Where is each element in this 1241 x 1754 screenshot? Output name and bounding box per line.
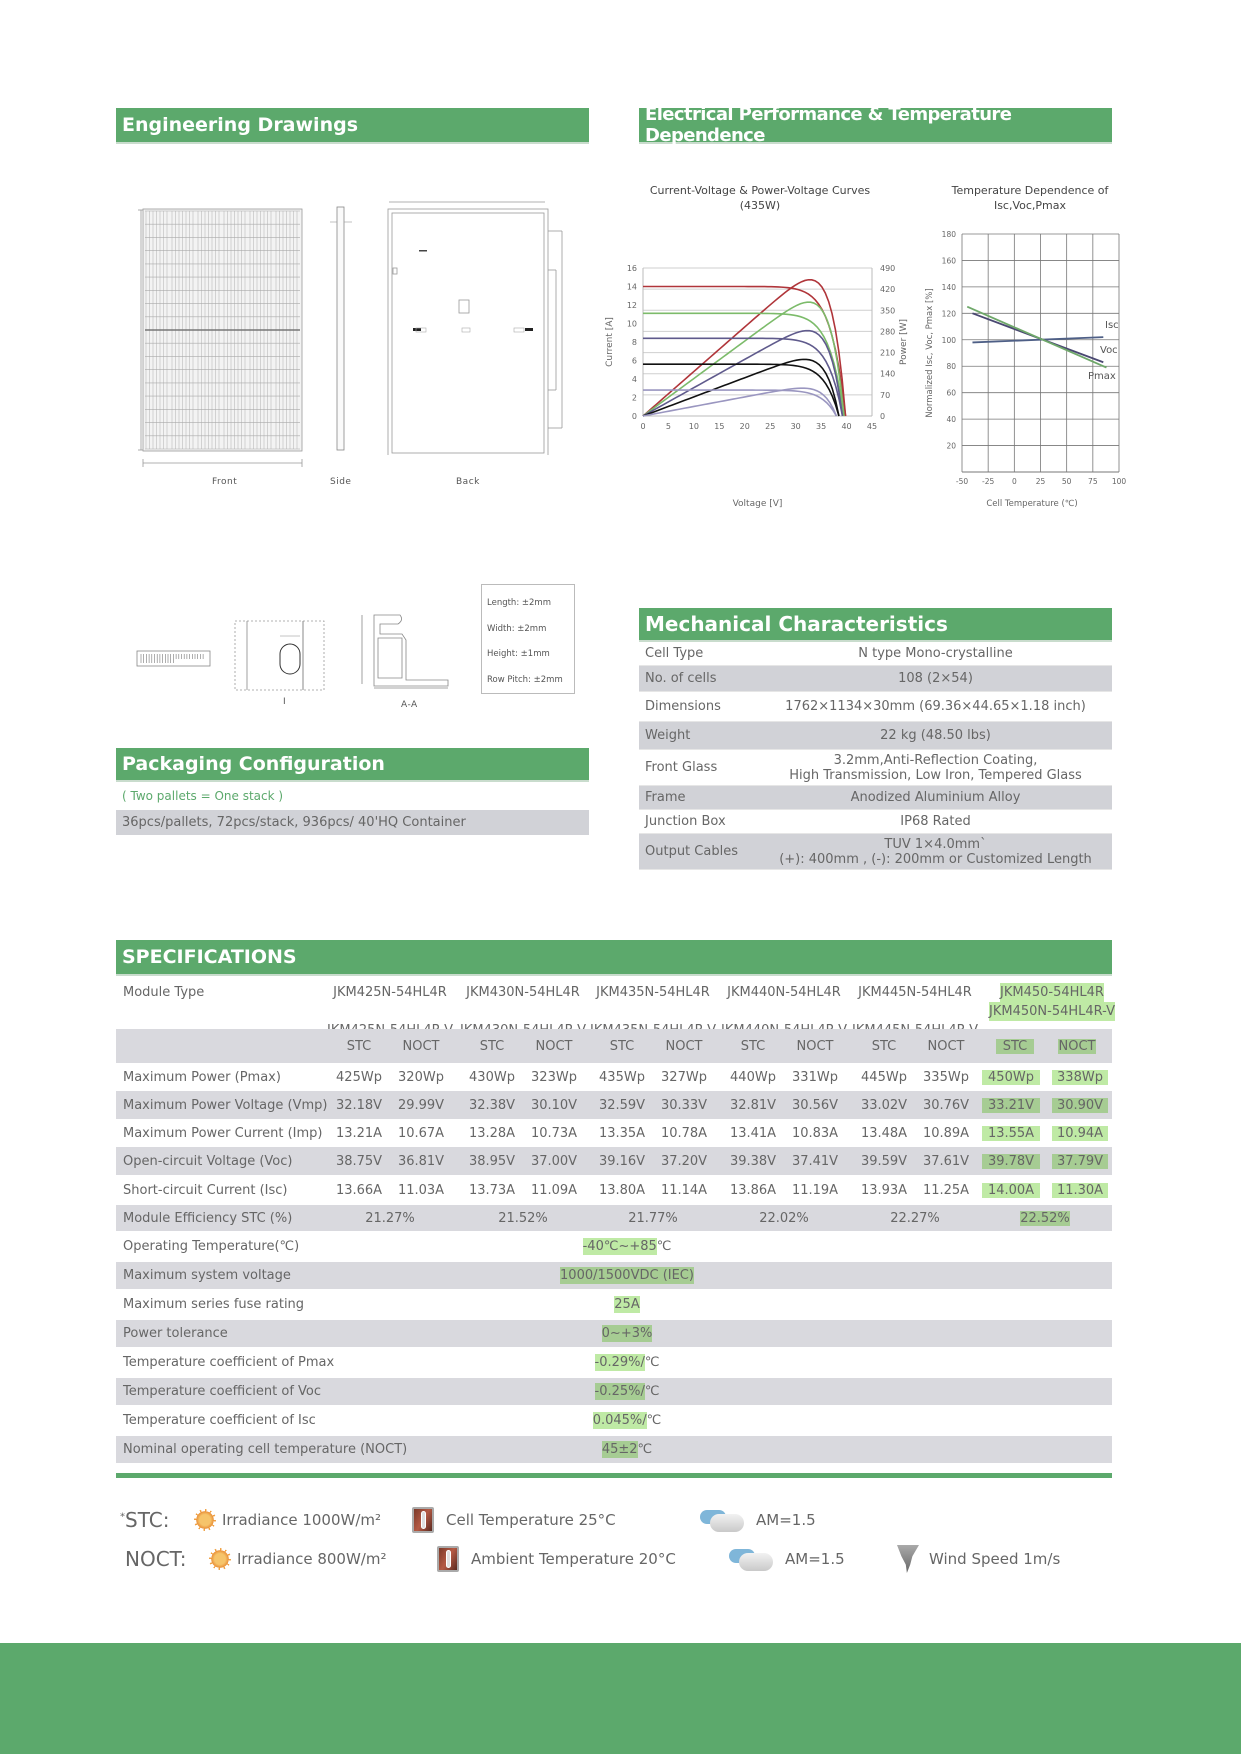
specifications-table: [116, 976, 1115, 1463]
mechanical-value-line: High Transmission, Low Iron, Tempered Glass: [789, 767, 1082, 783]
mechanical-value: [759, 753, 1112, 783]
y-tick-label: 140: [941, 282, 956, 292]
y2-tick-label: 490: [880, 264, 896, 273]
y2-tick-label: 280: [880, 327, 896, 337]
y-tick-label: 8: [631, 338, 637, 347]
spec-value: 39.78V: [982, 1154, 1040, 1169]
general-spec-value-text: -0.29%/: [594, 1355, 645, 1370]
general-spec-label: Nominal operating cell temperature (NOCT): [123, 1442, 408, 1457]
x-tick-label: 25: [1035, 477, 1046, 486]
y2-tick-label: 140: [880, 369, 896, 379]
electrical-performance-header: Electrical Performance & Temperature Dependence: [639, 108, 1112, 144]
y-tick-label: 10: [626, 319, 637, 329]
spec-value: 320Wp: [398, 1069, 444, 1085]
front-view-drawing: [130, 200, 310, 470]
footer-band: [0, 1643, 1241, 1754]
model-name: JKM430N-54HL4R: [466, 985, 580, 1000]
spec-value: 13.80A: [598, 1182, 646, 1198]
x-tick-label: 75: [1088, 477, 1098, 486]
tolerance-height: Height: ±1mm: [487, 649, 550, 659]
spec-row: [116, 1091, 1112, 1119]
y-tick-label: 0: [631, 412, 637, 421]
general-spec-unit: ℃: [646, 1413, 662, 1428]
mechanical-row: [639, 722, 1112, 750]
spec-value: 39.16V: [598, 1153, 646, 1169]
general-spec-value-text: 25A: [614, 1297, 640, 1312]
model-name: JKM450-54HL4R: [1000, 985, 1104, 1000]
spec-row-label: Maximum Power Current (Imp): [123, 1125, 323, 1141]
noct-header: NOCT: [927, 1038, 965, 1054]
spec-value: 11.03A: [397, 1182, 445, 1198]
tolerance-length: Length: ±2mm: [487, 598, 551, 608]
spec-row-label: Short-circuit Current (Isc): [123, 1182, 288, 1198]
spec-value: 37.00V: [530, 1153, 578, 1169]
cloud-icon: [700, 1508, 746, 1532]
spec-row-label: Maximum Power (Pmax): [123, 1069, 281, 1085]
thermometer-icon: [437, 1546, 459, 1572]
y-tick-label: 2: [631, 393, 637, 403]
mechanical-value: [759, 671, 1112, 686]
y-tick-label: 6: [631, 356, 637, 366]
spec-value: 32.81V: [729, 1097, 777, 1113]
iv-pv-chart: [600, 255, 910, 515]
mechanical-key: Dimensions: [645, 699, 721, 714]
general-spec-value: [116, 1355, 1112, 1370]
efficiency-value: 21.52%: [498, 1210, 548, 1226]
general-spec-row: [116, 1347, 1112, 1378]
stc-label-wrap: [120, 1508, 198, 1532]
series-label: Voc: [1100, 345, 1118, 356]
mechanical-row: [639, 750, 1112, 786]
spec-value: 335Wp: [923, 1069, 969, 1085]
general-spec-label: Maximum system voltage: [123, 1268, 291, 1283]
divider-rule: [116, 1473, 1112, 1478]
spec-row: [116, 1063, 1112, 1091]
y-axis-label: Current [A]: [605, 317, 615, 367]
spec-value: 10.67A: [397, 1125, 445, 1141]
mechanical-key: Weight: [645, 728, 691, 743]
general-spec-value: [116, 1268, 1112, 1283]
efficiency-value: 21.77%: [628, 1210, 678, 1226]
spec-value: 13.21A: [335, 1125, 383, 1141]
y2-tick-label: 0: [880, 412, 886, 421]
mechanical-value: [759, 699, 1112, 714]
spec-value: 39.59V: [860, 1153, 908, 1169]
mechanical-value-line: 108 (2×54): [898, 671, 973, 686]
noct-label: NOCT:: [125, 1547, 187, 1571]
x-tick-label: 0: [1011, 477, 1017, 486]
mechanical-row: [639, 666, 1112, 692]
barcode-label-drawing: [136, 650, 212, 668]
y2-tick-label: 70: [880, 390, 891, 400]
mechanical-key: Output Cables: [645, 844, 738, 859]
stc-conditions: [120, 1505, 816, 1535]
side-caption: Side: [330, 477, 352, 487]
spec-value: 11.25A: [922, 1182, 970, 1198]
general-spec-value-text: 45±2: [601, 1442, 638, 1457]
stc-header: STC: [479, 1038, 505, 1054]
x-tick-label: 0: [640, 422, 646, 431]
y2-axis-label: Power [W]: [899, 319, 909, 365]
spec-value: 36.81V: [397, 1153, 445, 1169]
iv-chart-title: Current-Voltage & Power-Voltage Curves (435W): [649, 184, 871, 212]
spec-value: 10.73A: [530, 1125, 578, 1141]
general-spec-value-text: 1000/1500VDC (IEC): [560, 1268, 694, 1283]
y-tick-label: 12: [626, 301, 637, 310]
spec-value: 39.38V: [729, 1153, 777, 1169]
general-spec-row: [116, 1405, 1112, 1436]
y-tick-label: 180: [941, 230, 956, 239]
stc-air-mass: AM=1.5: [756, 1511, 816, 1529]
spec-value: 338Wp: [1052, 1070, 1108, 1085]
y2-tick-label: 420: [880, 285, 896, 295]
spec-value: 32.59V: [598, 1097, 646, 1113]
y-tick-label: 16: [626, 264, 637, 273]
mechanical-key: Front Glass: [645, 760, 718, 775]
general-spec-label: Maximum series fuse rating: [123, 1297, 305, 1312]
model-name: JKM435N-54HL4R: [596, 985, 710, 1000]
specifications-header: SPECIFICATIONS: [116, 940, 1112, 976]
condition-header-row: [116, 1029, 1112, 1063]
spec-value: 13.35A: [598, 1125, 646, 1141]
back-view-drawing: [380, 195, 580, 455]
mechanical-key: Cell Type: [645, 646, 704, 661]
efficiency-label: Module Efficiency STC (%): [123, 1210, 293, 1226]
general-spec-label: Temperature coefficient of Isc: [123, 1413, 316, 1428]
pv-curve: [643, 359, 839, 416]
y2-tick-label: 210: [880, 348, 896, 358]
x-tick-label: 40: [841, 422, 852, 431]
spec-value: 37.41V: [791, 1153, 839, 1169]
series-label: Isc: [1105, 320, 1119, 331]
mechanical-row: [639, 834, 1112, 870]
general-spec-row: [116, 1378, 1112, 1405]
spec-value: 11.14A: [660, 1182, 708, 1198]
spec-row-label: Open-circuit Voltage (Voc): [123, 1153, 293, 1169]
general-spec-value: [116, 1384, 1112, 1399]
spec-value: 38.95V: [468, 1153, 516, 1169]
packaging-detail: 36pcs/pallets, 72pcs/stack, 936pcs/ 40'HQ Container: [116, 810, 589, 835]
general-spec-label: Temperature coefficient of Voc: [123, 1384, 322, 1399]
stc-header: STC: [871, 1038, 897, 1054]
y-tick-label: 60: [946, 388, 956, 398]
spec-value: 14.00A: [982, 1183, 1040, 1198]
section-aa-caption: A-A: [401, 700, 418, 710]
sun-icon: [209, 1548, 231, 1570]
x-tick-label: 15: [714, 422, 725, 431]
general-spec-row: [116, 1320, 1112, 1347]
spec-value: 440Wp: [730, 1069, 776, 1085]
tolerance-row-pitch: Row Pitch: ±2mm: [487, 674, 563, 685]
model-name: JKM445N-54HL4R: [858, 985, 972, 1000]
spec-value: 435Wp: [599, 1069, 645, 1085]
general-spec-label: Operating Temperature(℃): [123, 1239, 300, 1254]
y-tick-label: 14: [626, 282, 637, 292]
spec-value: 33.02V: [860, 1097, 908, 1113]
y2-tick-label: 350: [880, 306, 896, 316]
mechanical-key: Junction Box: [645, 814, 726, 829]
spec-value: 13.86A: [729, 1182, 777, 1198]
spec-value: 10.89A: [922, 1125, 970, 1141]
spec-value: 11.09A: [530, 1182, 578, 1198]
stc-label: STC:: [125, 1508, 170, 1532]
mechanical-row: [639, 786, 1112, 810]
spec-value: 13.48A: [860, 1125, 908, 1141]
x-axis-label: Cell Temperature (℃): [986, 499, 1078, 509]
y-tick-label: 160: [941, 256, 956, 266]
stc-header: STC: [346, 1038, 372, 1054]
spec-value: 32.18V: [335, 1097, 383, 1113]
back-caption: Back: [456, 477, 480, 487]
general-spec-label: Temperature coefficient of Pmax: [123, 1355, 335, 1370]
stc-temperature: Cell Temperature 25°C: [446, 1511, 616, 1529]
x-tick-label: 30: [790, 422, 801, 431]
model-name: JKM425N-54HL4R: [333, 985, 447, 1000]
stc-footnote-mark: *: [120, 1511, 125, 1523]
spec-value: 30.33V: [660, 1097, 708, 1113]
tolerance-width: Width: ±2mm: [487, 623, 547, 634]
y-tick-label: 80: [946, 362, 956, 372]
spec-value: 13.41A: [729, 1125, 777, 1141]
spec-value: 425Wp: [336, 1069, 382, 1085]
x-tick-label: 5: [665, 422, 671, 431]
tornado-wind-icon: [897, 1545, 919, 1573]
engineering-drawings-header: Engineering Drawings: [116, 108, 589, 144]
x-tick-label: 35: [816, 422, 827, 431]
x-axis-label: Voltage [V]: [732, 499, 783, 509]
packaging-header: Packaging Configuration: [116, 748, 589, 782]
frame-section-drawing: [360, 612, 456, 692]
tolerance-box: [481, 584, 575, 694]
y-tick-label: 20: [946, 441, 956, 451]
spec-value: 11.19A: [791, 1182, 839, 1198]
series-label: Pmax: [1088, 371, 1116, 382]
spec-value: 331Wp: [792, 1069, 838, 1085]
x-tick-label: -50: [955, 477, 969, 486]
x-tick-label: 50: [1061, 477, 1072, 486]
mechanical-key: No. of cells: [645, 671, 717, 686]
y-axis-label: Normalized Isc, Voc, Pmax [%]: [925, 288, 935, 418]
general-spec-value: [116, 1239, 1112, 1254]
x-tick-label: -25: [982, 477, 995, 486]
module-type-label: Module Type: [123, 985, 205, 1000]
spec-value: 13.93A: [860, 1182, 908, 1198]
general-spec-value-text: 0~+3%: [601, 1326, 653, 1341]
efficiency-value: 21.27%: [365, 1210, 415, 1226]
mechanical-key: Frame: [645, 790, 686, 805]
stc-irradiance: Irradiance 1000W/m²: [222, 1511, 382, 1529]
stc-header: STC: [996, 1039, 1034, 1054]
mechanical-value-line: 1762×1134×30mm (69.36×44.65×1.18 inch): [785, 699, 1086, 714]
mechanical-value-line: 22 kg (48.50 lbs): [880, 728, 991, 743]
general-spec-value: [116, 1442, 1112, 1457]
noct-header: NOCT: [796, 1038, 834, 1054]
noct-temperature: Ambient Temperature 20°C: [471, 1550, 676, 1568]
spec-value: 13.73A: [468, 1182, 516, 1198]
spec-value: 37.61V: [922, 1153, 970, 1169]
general-spec-value-text: 0.045%/: [592, 1413, 647, 1428]
y-tick-label: 4: [631, 375, 637, 384]
general-spec-row: [116, 1436, 1112, 1463]
spec-value: 10.83A: [791, 1125, 839, 1141]
efficiency-value: 22.27%: [890, 1210, 940, 1226]
mechanical-value: [759, 728, 1112, 743]
efficiency-row: [116, 1205, 1112, 1231]
spec-value: 37.20V: [660, 1153, 708, 1169]
spec-value: 323Wp: [531, 1069, 577, 1085]
spec-value: 33.21V: [982, 1098, 1040, 1113]
general-spec-unit: ℃: [644, 1355, 660, 1370]
mechanical-header: Mechanical Characteristics: [639, 608, 1112, 642]
general-spec-unit: ℃: [637, 1442, 653, 1457]
efficiency-value: 22.02%: [759, 1210, 809, 1226]
temp-chart-title: Temperature Dependence of Isc,Voc,Pmax: [951, 184, 1109, 212]
mechanical-value: [759, 837, 1112, 867]
spec-value: 450Wp: [982, 1070, 1040, 1085]
general-spec-label: Power tolerance: [123, 1326, 228, 1341]
noct-wind-speed: Wind Speed 1m/s: [929, 1550, 1061, 1568]
noct-header: NOCT: [1058, 1038, 1096, 1054]
spec-value: 32.38V: [468, 1097, 516, 1113]
spec-row: [116, 1119, 1112, 1147]
noct-irradiance: Irradiance 800W/m²: [237, 1550, 387, 1568]
x-tick-label: 25: [765, 422, 776, 431]
cloud-icon: [729, 1547, 775, 1571]
temperature-chart: [915, 225, 1130, 515]
y-tick-label: 40: [946, 415, 956, 425]
spec-value: 11.30A: [1052, 1183, 1108, 1198]
model-name: JKM440N-54HL4R: [727, 985, 841, 1000]
spec-value: 30.10V: [530, 1097, 578, 1113]
general-spec-row: [116, 1289, 1112, 1320]
spec-row-label: Maximum Power Voltage (Vmp): [123, 1097, 328, 1113]
general-spec-row: [116, 1231, 1112, 1262]
mechanical-value-line: TUV 1×4.0mm`: [884, 836, 987, 852]
spec-value: 10.94A: [1052, 1126, 1108, 1141]
spec-row: [116, 1147, 1112, 1175]
packaging-note: ( Two pallets = One stack ): [122, 789, 284, 803]
spec-value: 29.99V: [397, 1097, 445, 1113]
general-spec-value-text: -40℃~+85: [582, 1239, 657, 1254]
spec-value: 327Wp: [661, 1069, 707, 1085]
spec-value: 37.79V: [1052, 1154, 1108, 1169]
spec-value: 10.78A: [660, 1125, 708, 1141]
noct-conditions: [125, 1544, 1060, 1574]
model-name-cell: [982, 983, 1122, 1021]
spec-value: 430Wp: [469, 1069, 515, 1085]
general-spec-value-text: -0.25%/: [594, 1384, 645, 1399]
module-type-row: [116, 976, 1115, 1026]
mechanical-value-line: Anodized Aluminium Alloy: [850, 790, 1021, 805]
model-name: JKM450N-54HL4R-V: [989, 1004, 1115, 1019]
efficiency-value: 22.52%: [1020, 1210, 1070, 1226]
general-spec-unit: ℃: [656, 1239, 672, 1254]
front-caption: Front: [212, 477, 238, 487]
mechanical-value: [759, 814, 1112, 829]
mechanical-row: [639, 810, 1112, 834]
mechanical-value-line: (+): 400mm , (-): 200mm or Customized Length: [779, 851, 1092, 867]
noct-header: NOCT: [665, 1038, 703, 1054]
spec-value: 13.55A: [982, 1126, 1040, 1141]
stc-header: STC: [740, 1038, 766, 1054]
mechanical-value: [759, 790, 1112, 805]
x-tick-label: 100: [1111, 477, 1127, 486]
detail-i-drawing: [234, 620, 326, 692]
noct-header: NOCT: [535, 1038, 573, 1054]
mechanical-row: [639, 692, 1112, 722]
noct-header: NOCT: [402, 1038, 440, 1054]
general-spec-value: [116, 1413, 1112, 1428]
mechanical-value-line: IP68 Rated: [900, 814, 971, 829]
general-spec-unit: ℃: [644, 1384, 660, 1399]
noct-air-mass: AM=1.5: [785, 1550, 845, 1568]
spec-value: 30.76V: [922, 1097, 970, 1113]
spec-value: 30.56V: [791, 1097, 839, 1113]
spec-value: 30.90V: [1052, 1098, 1108, 1113]
x-tick-label: 45: [866, 422, 878, 431]
general-spec-value: [116, 1326, 1112, 1341]
y-tick-label: 120: [941, 309, 956, 319]
y-tick-label: 100: [941, 335, 956, 345]
stc-header: STC: [609, 1038, 635, 1054]
mechanical-value-line: N type Mono-crystalline: [858, 646, 1013, 661]
spec-value: 13.28A: [468, 1125, 516, 1141]
spec-value: 13.66A: [335, 1182, 383, 1198]
mechanical-value: [759, 646, 1112, 661]
spec-value: 38.75V: [335, 1153, 383, 1169]
mechanical-value-line: 3.2mm,Anti-Reflection Coating,: [833, 752, 1038, 768]
side-view-drawing: [330, 205, 360, 455]
x-tick-label: 10: [688, 422, 699, 431]
general-spec-value: [116, 1297, 1112, 1312]
mechanical-row: [639, 642, 1112, 666]
detail-i-caption: I: [283, 697, 287, 707]
x-tick-label: 20: [739, 422, 750, 431]
spec-row: [116, 1175, 1112, 1205]
general-spec-row: [116, 1262, 1112, 1289]
spec-value: 445Wp: [861, 1069, 907, 1085]
thermometer-icon: [412, 1507, 434, 1533]
mechanical-table: [639, 642, 1112, 870]
